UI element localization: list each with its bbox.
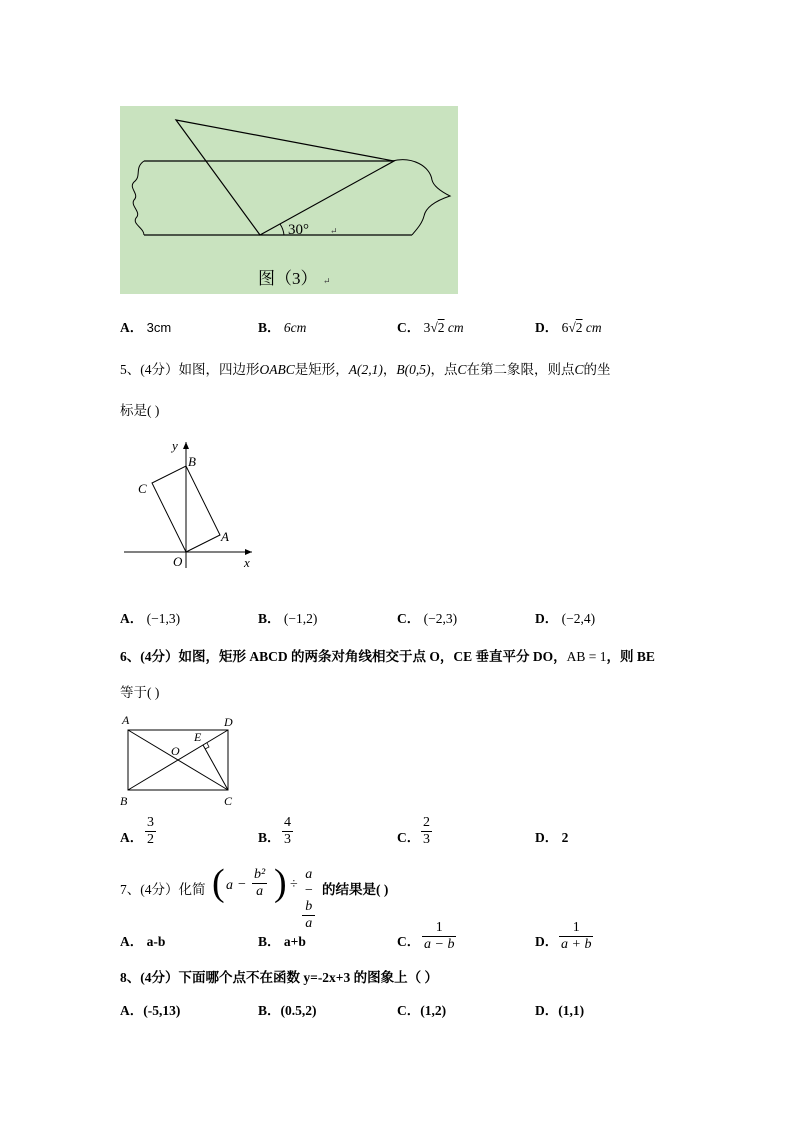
- q7-option-d[interactable]: D．: [535, 934, 559, 949]
- svg-text:↵: ↵: [330, 226, 338, 236]
- q5-question: 5、(4分）如图，四边形OABC是矩形，A(2,1)，B(0,5)，点C在第二象限，则点C的坐: [120, 362, 611, 377]
- q7-option-a[interactable]: A． a-b: [120, 934, 166, 949]
- point-o-label: O: [173, 554, 183, 569]
- q6-question-line2: 等于( ): [120, 685, 160, 700]
- q8-option-b[interactable]: B．(0.5,2): [258, 1003, 317, 1018]
- point-e-label: E: [194, 730, 202, 744]
- q5-figure: [120, 436, 270, 581]
- q4-option-d[interactable]: D． 6√2 cm: [535, 320, 602, 335]
- q5-option-a[interactable]: A． (−1,3): [120, 611, 181, 626]
- left-break-edge: [132, 161, 144, 235]
- q7-prefix: 7、(4分）化简: [120, 882, 206, 897]
- q5-option-b[interactable]: B． (−1,2): [258, 611, 318, 626]
- q5-option-d[interactable]: D． (−2,4): [535, 611, 596, 626]
- point-a-label: A: [221, 529, 229, 544]
- svg-text:↵: ↵: [323, 276, 331, 286]
- q5-option-c[interactable]: C． (−2,3): [397, 611, 458, 626]
- q6-option-c-fraction: $\frac{2}{3}$: [423, 815, 430, 847]
- q6-option-b[interactable]: B．: [258, 830, 281, 845]
- point-o-label: O: [171, 744, 180, 758]
- q5-question-line2: 标是( ): [120, 403, 160, 418]
- triangle: [176, 120, 394, 235]
- sqrt-symbol: √: [568, 320, 576, 335]
- y-axis-arrow: [183, 442, 189, 449]
- q6-option-b-fraction: $\frac{4}{3}$: [284, 815, 291, 847]
- q8-question: 8、(4分）下面哪个点不在函数 y=-2x+3 的图象上（ ）: [120, 970, 439, 985]
- q7-option-c-fraction: $\frac{1}{a - b}$: [424, 920, 455, 952]
- q4-option-c[interactable]: C． 3√2 cm: [397, 320, 464, 335]
- q6-option-a[interactable]: A．: [120, 830, 144, 845]
- q7-suffix: 的结果是( ): [322, 882, 389, 897]
- point-b-label: B: [188, 454, 196, 469]
- angle-label: 30°: [288, 222, 309, 238]
- right-break-edge: [392, 160, 450, 235]
- q4-option-a[interactable]: A． 3cm: [120, 320, 172, 335]
- angle-arc: [280, 224, 284, 235]
- q6-option-a-fraction: $\frac{3}{2}$: [147, 815, 154, 847]
- q7-option-d-fraction: $\frac{1}{a + b}$: [561, 920, 592, 952]
- point-c-label: C: [138, 481, 147, 496]
- point-b-label: B: [120, 794, 128, 808]
- q7-option-b[interactable]: B． a+b: [258, 934, 306, 949]
- q8-option-d[interactable]: D．(1,1): [535, 1003, 585, 1018]
- q4-option-b[interactable]: B． 6cm: [258, 320, 307, 335]
- point-a-label: A: [122, 713, 130, 727]
- q6-figure: [118, 712, 248, 817]
- q7-option-c[interactable]: C．: [397, 934, 421, 949]
- y-axis-label: y: [172, 438, 178, 453]
- sqrt-symbol: √: [430, 320, 438, 335]
- figure-3-drawing: [120, 106, 458, 294]
- q6-option-d[interactable]: D． 2: [535, 830, 569, 845]
- point-c-label: C: [224, 794, 233, 808]
- q8-option-a[interactable]: A．(-5,13): [120, 1003, 181, 1018]
- x-axis-label: x: [244, 555, 250, 570]
- figure-3: [120, 106, 458, 294]
- point-d-label: D: [224, 715, 233, 729]
- figure-caption: 图（3）: [258, 269, 318, 288]
- q6-question: 6、(4分）如图，矩形 ABCD 的两条对角线相交于点 O，CE 垂直平分 DO，AB = 1，则 BE: [120, 649, 655, 664]
- segment-ce: [203, 745, 228, 790]
- q6-option-c[interactable]: C．: [397, 830, 421, 845]
- q8-option-c[interactable]: C．(1,2): [397, 1003, 447, 1018]
